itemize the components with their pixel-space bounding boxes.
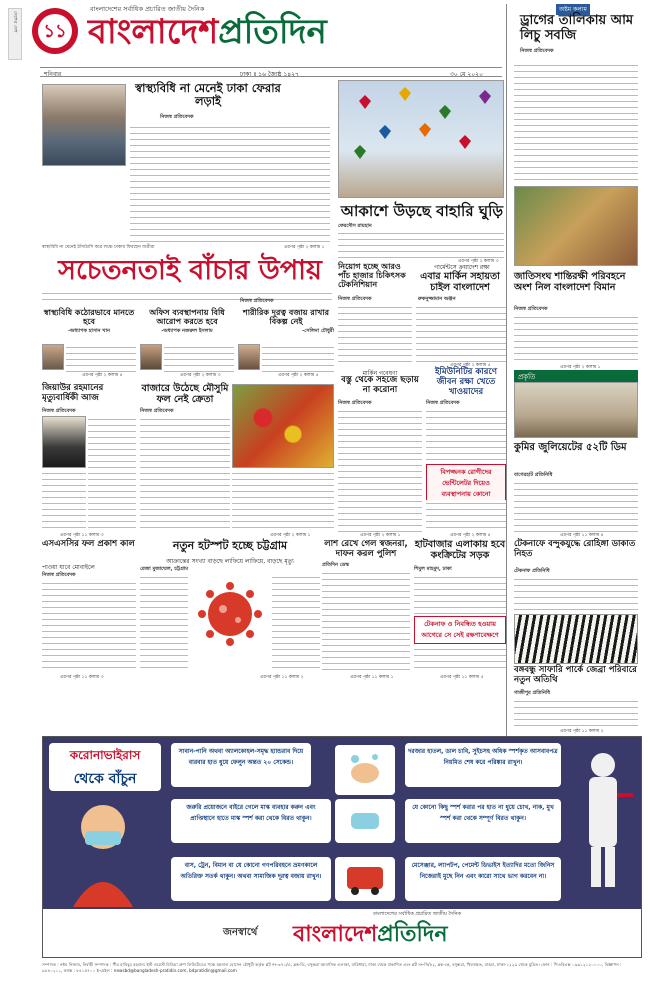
covid-psa-ad — [42, 736, 642, 958]
story-dhaka-cont: এরপর পৃষ্ঠা ২ কলাম ১ — [284, 245, 325, 250]
story-ziaur-body-2 — [42, 470, 86, 532]
story-ziaur-headline: জিয়াউর রহমানের মৃত্যুবার্ষিকী আজ — [42, 383, 104, 403]
story-zoo-photo — [514, 614, 638, 664]
story-immunity-byline: নিজস্ব প্রতিবেদক — [426, 400, 460, 406]
story-ssc-cont: এরপর পৃষ্ঠা ১১ কলাম ৩ — [60, 675, 104, 680]
story-doctor-body — [338, 304, 412, 362]
masthead-emblem-icon — [30, 6, 80, 56]
story-research-byline: নিজস্ব প্রতিবেদক — [338, 400, 372, 406]
side-column-byline: নিজস্ব প্রতিবেদক — [520, 48, 554, 54]
psa-person-illustration-icon — [63, 797, 143, 907]
story-prakriti-body — [514, 480, 638, 532]
story-ctg-cont: এরপর পৃষ্ঠা ১১ কলাম ২ — [260, 675, 304, 680]
dateline-day: শনিবার — [44, 71, 62, 78]
story-food-byline: নিজস্ব প্রতিবেদক — [514, 306, 548, 312]
dateline-bar — [40, 67, 502, 77]
story-prakriti-photo — [514, 382, 638, 438]
masthead — [8, 4, 642, 64]
opinion-3-body — [262, 344, 334, 372]
story-immunity-cont: এরপর পৃষ্ঠা ২ কলাম ৪ — [450, 533, 491, 538]
story-rohingya-headline: টেকনাফে বন্দুকযুদ্ধে রোহিঙ্গা ডাকাত নিহত — [514, 539, 636, 559]
banner-byline: নিজস্ব প্রতিবেদক — [240, 298, 274, 304]
story-road-headline: হাটবাজার এলাকায় হবে কংক্রিটের সড়ক — [414, 539, 506, 561]
psa-footer-logo — [293, 917, 448, 954]
psa-tip-2 — [171, 799, 331, 843]
story-immunity-body — [426, 408, 506, 462]
opinion-3 — [238, 308, 334, 378]
psa-bus-icon — [335, 857, 395, 901]
opinion-3-cont: এরপর পৃষ্ঠা ২ কলাম ৫ — [278, 373, 319, 378]
psa-tip-3-text: বাস, ট্রেন, বিমান বা যে কোনো গণপরিবহনে ভ্রমণকালে অতিরিক্ত সতর্ক থাকুন। অথবা সামাজিক দূরত্ব বজায় রাখুন। — [180, 862, 322, 880]
masthead-tagline: বাংলাদেশের সর্বাধিক প্রচারিত জাতীয় দৈনিক — [90, 5, 205, 13]
psa-logo-accent: প্রতিদিন — [377, 922, 448, 947]
story-food-headline: জাতিসংঘ শান্তিরক্ষী পরিবহনে অংশ নিল বাংলাদেশ বিমান — [514, 271, 626, 293]
side-column-body — [514, 62, 638, 182]
psa-footer-tagline: বাংলাদেশের সর্বাধিক প্রচারিত জাতীয় দৈনিক — [373, 911, 461, 917]
story-ziaur-byline: নিজস্ব প্রতিবেদক — [42, 408, 76, 414]
story-kite-body — [338, 230, 504, 258]
story-kite-headline: আকাশে উড়ছে বাহারি ঘুড়ি — [340, 202, 504, 220]
story-zoo-cont: এরপর পৃষ্ঠা ১১ কলাম ২ — [560, 729, 604, 734]
story-dhaka-headline: স্বাস্থ্যবিধি না মেনেই ঢাকা ফেরার লড়াই — [135, 81, 281, 109]
story-immunity-body-2 — [426, 500, 506, 532]
story-ctg-body-1 — [140, 574, 188, 672]
psa-tip-6 — [405, 857, 561, 901]
masthead-logo — [88, 10, 327, 54]
psa-tip-4-text: দরজার হাতল, ডাল চাবি, সুইচসহ অধিক স্পর্শকৃত আসবাবপত্র নিয়মিত শেষ করে পরিষ্কার রাখুন। — [408, 748, 558, 766]
story-research-body — [338, 408, 422, 532]
story-body-byline: প্রতিদিন ডেস্ক — [322, 562, 350, 568]
dateline-bn: ঢাকা ॥ ১৬ জ্যৈষ্ঠ ১৪২৭ — [240, 71, 299, 78]
pullquote-2 — [414, 616, 506, 644]
psa-tip-1 — [171, 743, 311, 787]
story-ziaur-photo — [42, 416, 86, 468]
psa-mask-icon — [335, 799, 395, 843]
story-research-kicker: মার্কিন গবেষণা — [362, 370, 398, 377]
masthead-side — [516, 4, 642, 64]
story-research-cont: এরপর পৃষ্ঠা ২ কলাম ১ — [360, 533, 401, 538]
opinion-3-headline: শারীরিক দূরত্ব বজায় রাখার বিকল্প নেই — [242, 308, 329, 327]
story-ssc-sub: পাওয়া যাবে মোবাইলে — [42, 564, 95, 571]
story-food-cont: এরপর পৃষ্ঠা ২ কলাম ১ — [560, 365, 601, 370]
story-kite-byline: ফেরদৌস রায়হান — [338, 223, 372, 229]
opinion-1-body — [66, 344, 136, 372]
story-prakriti-cont: এরপর পৃষ্ঠা ১১ কলাম ৪ — [560, 533, 604, 538]
logo-accent: প্রতিদিন — [218, 12, 327, 52]
story-road-cont: এরপর পৃষ্ঠা ১১ কলাম ৫ — [440, 675, 484, 680]
story-garment-byline: রুকনুজ্জামান অঞ্জন — [418, 296, 456, 302]
story-doctor-headline: নিয়োগ হচ্ছে আরও পাঁচ হাজার চিকিৎসক টেকনিশিয়ান — [338, 262, 406, 290]
side-food-photo — [514, 186, 638, 266]
story-kite-cont: এরপর পৃষ্ঠা ২ কলাম ৩ — [458, 259, 499, 264]
story-immunity-headline: ইমিউনিটির কারণে জীবন রক্ষা খেতে খাওয়াদের — [434, 367, 498, 397]
story-food-body — [514, 314, 638, 364]
story-zoo-body — [514, 698, 638, 728]
opinion-2-cont: এরপর পৃষ্ঠা ২ কলাম ৩ — [180, 373, 221, 378]
story-ssc-byline: নিজস্ব প্রতিবেদক — [42, 572, 76, 578]
side-column-headline: ড্রাগের তালিকায় আম লিচু সবজি — [520, 13, 634, 43]
story-dhaka-photo — [42, 84, 126, 166]
story-dhaka-caption: স্বাস্থ্যবিধি না মেনেই ঠাঁসাঠাসি করে লঞ্চে ঢাকায় ফিরছেন যাত্রীরা — [42, 245, 155, 250]
story-ziaur-cont: এরপর পৃষ্ঠা ১১ কলাম ৩ — [60, 533, 104, 538]
story-prakriti-headline: কুমির জুলিয়েটের ৫২টি ডিম — [514, 442, 627, 453]
story-garment-cont: এরপর পৃষ্ঠা ২ কলাম ৫ — [450, 363, 491, 368]
dateline-en: ৩০ মে ২০২০ — [450, 71, 483, 78]
banner-headline: সচেতনতাই বাঁচার উপায় — [58, 255, 322, 286]
story-prakriti-byline: বাগেরহাট প্রতিনিধি — [514, 472, 553, 478]
psa-title-box — [49, 743, 161, 791]
psa-handwash-icon — [335, 745, 395, 795]
side-column-tag: অষ্টম কলাম — [556, 4, 590, 15]
side-rule — [506, 4, 507, 804]
story-garment-body — [416, 304, 506, 362]
pullquote-2-text: টেকনাফ ও নিবন্ধিত হওয়ায় আগেরে সে সেই রক্ষণাবেক্ষণে — [421, 620, 499, 639]
story-market-body — [140, 416, 230, 532]
opinion-1-name: -অধ্যাপক হাসান খান — [67, 328, 110, 335]
story-rohingya-body — [514, 576, 638, 612]
opinion-3-name: -সেলিনা চৌধুরী — [302, 328, 334, 335]
story-body-body — [322, 570, 410, 672]
story-market-body-2 — [232, 470, 334, 532]
left-tag-text: দেশের দেশ — [12, 11, 18, 33]
section-prakriti-tag: প্রকৃতি — [514, 370, 638, 384]
story-rohingya-byline: টেকনাফ প্রতিনিধি — [514, 568, 550, 574]
virus-illustration-icon — [190, 574, 270, 654]
story-dhaka-body — [130, 124, 330, 242]
pullquote-1-text: বিপজ্জনক রোগীদের ভেন্টিলেটর দিয়েও ব্যবস্থাপনায় কোনো — [440, 468, 492, 498]
story-research-headline: বস্তু থেকে সহজে ছড়ায় না করোনা — [341, 375, 419, 395]
logo-main: বাংলাদেশ — [88, 12, 219, 52]
story-zoo-headline: বঙ্গবন্ধু সাফারি পার্কে জেব্রা পরিবারে নতুন অতিথি — [514, 665, 637, 685]
opinion-3-portrait — [238, 344, 260, 370]
psa-footer — [43, 909, 642, 958]
story-market-headline: বাজারে উঠেছে মৌসুমি ফল নেই ক্রেতা — [141, 383, 229, 405]
story-ctg-sub: আক্রান্তের সংখ্যা বাড়ছে লাফিয়ে লাফিয়ে, বাড়ছে মৃত্যু — [166, 558, 294, 565]
psa-title-1: করোনাভাইরাস — [69, 748, 141, 762]
story-market-cont: এরপর পৃষ্ঠা ২ কলাম ১ — [270, 533, 311, 538]
story-kite-photo — [338, 80, 504, 198]
psa-tip-5 — [405, 799, 561, 843]
psa-tip-3 — [171, 857, 331, 901]
story-road-body — [414, 574, 506, 614]
psa-footer-left: জনস্বার্থে — [223, 927, 258, 938]
psa-logo-main: বাংলাদেশ — [293, 922, 378, 947]
story-ssc-headline: এসএসসির ফল প্রকাশ কাল — [42, 539, 135, 549]
story-zoo-byline: গাজীপুর প্রতিনিধি — [514, 690, 551, 696]
opinion-2 — [140, 308, 234, 378]
story-ctg-headline: নতুন হটস্পট হচ্ছে চট্টগ্রাম — [172, 539, 288, 552]
psa-title-2: থেকে বাঁচুন — [73, 771, 137, 787]
story-market-photo — [232, 384, 334, 468]
story-body-cont: এরপর পৃষ্ঠা ১১ কলাম ১ — [350, 675, 394, 680]
masthead-left-tag — [8, 8, 22, 60]
story-garment-kicker: গার্মেন্টসে ক্রয়াদেশ রক্ষা — [434, 264, 490, 271]
opinion-1 — [42, 308, 136, 378]
story-body-headline: লাশ রেখে গেল স্বজনরা, দাফন করল পুলিশ — [324, 539, 408, 559]
opinion-1-headline: স্বাস্থ্যবিধি কঠোরভাবে মানতে হবে — [43, 308, 135, 327]
opinion-1-cont: এরপর পৃষ্ঠা ২ কলাম ৪ — [82, 373, 123, 378]
story-ssc-body — [42, 580, 136, 672]
opinion-2-body — [164, 344, 234, 372]
story-ziaur-body — [88, 416, 136, 532]
opinion-1-portrait — [42, 344, 64, 370]
imprint-footer: সম্পাদক : নঈম নিজাম, নির্বাহী সম্পাদক : পীর হাবিবুর রহমান। ইস্ট ওয়েস্ট মিডিয়া গ্রুপ লিমিটেডের পক্ষে ময়নাল হোসেন চৌধুরী কর্তৃক প্লট নং-৩৭১/এ, ব্লক-ডি, বসুন্ধরা আবাসিক এলাকা, বারিধারা, ঢাকা থেকে প্রকাশিত এবং প্লট নং-সি/৫২, ব্লক-কে, বসুন্ধরা, খিলক্ষেত, বাড্ডা, ঢাকা-১২২৯ থেকে মুদ্রিত। ফোন : পিএবিএক্স ০৯৬১২১২০০০০, বিজ্ঞাপন : ৯৮৪০২১১, ফ্যাক্স : ৮৪১৫৭০০ ই-মেইল : newsbd@bangladesh-pratidin.com, bdpratidin@gmail.com — [42, 962, 622, 973]
opinion-2-portrait — [140, 344, 162, 370]
psa-tip-4 — [405, 743, 561, 787]
svg-text:১১: ১১ — [43, 21, 67, 42]
opinion-2-name: -অধ্যাপক নজরুল ইসলাম — [161, 328, 213, 335]
story-garment-headline: এবার মার্কিন সহায়তা চাইল বাংলাদেশ — [420, 271, 500, 293]
psa-sprayer-illustration-icon — [567, 743, 637, 903]
story-ctg-byline: রেজা মুজাম্মেল, চট্টগ্রাম — [140, 566, 189, 572]
story-dhaka-byline: নিজস্ব প্রতিবেদক — [160, 114, 194, 120]
story-ctg-body-2 — [272, 574, 320, 672]
story-market-byline: নিজস্ব প্রতিবেদক — [140, 408, 174, 414]
psa-tip-2-text: জরুরি প্রয়োজনে বাইরে গেলে মাস্ক ব্যবহার করুন এবং প্রাপ্তিস্থানে হাতে মাস্ক স্পর্শ করা থেকে বিরত থাকুন। — [186, 804, 316, 822]
story-road-body-2 — [414, 646, 506, 672]
story-doctor-byline: নিজস্ব প্রতিবেদক — [338, 296, 372, 302]
story-road-byline: শিমুল মাহমুদ, ঢাকা — [414, 566, 452, 572]
opinion-2-headline: অফিস ব্যবস্থাপনায় বিধি আরোপ করতে হবে — [149, 308, 225, 327]
psa-tip-5-text: যে কোনো কিছু স্পর্শ করার পর হাত না ধুয়ে চোখ, নাক, মুখ স্পর্শ করা থেকে সম্পূর্ণ বিরত থাকুন। — [412, 804, 554, 822]
banner-intro — [42, 290, 332, 304]
psa-tip-6-text: মেসেঞ্জার, ল্যাপটপ, পেমেন্ট ডিভাইস ইত্যাদির মতো জিনিস নিজেরাই মুছে নিন এবং কারো সাথে ভাগ করবেন না। — [411, 862, 555, 880]
psa-tip-1-text: সাবান-পানি অথবা অ্যালকোহল-সমৃদ্ধ হ্যান্ডরাব দিয়ে বারবার হাত ধুয়ে ফেলুন অন্তত ২০ সেকেন্ড। — [178, 748, 304, 766]
